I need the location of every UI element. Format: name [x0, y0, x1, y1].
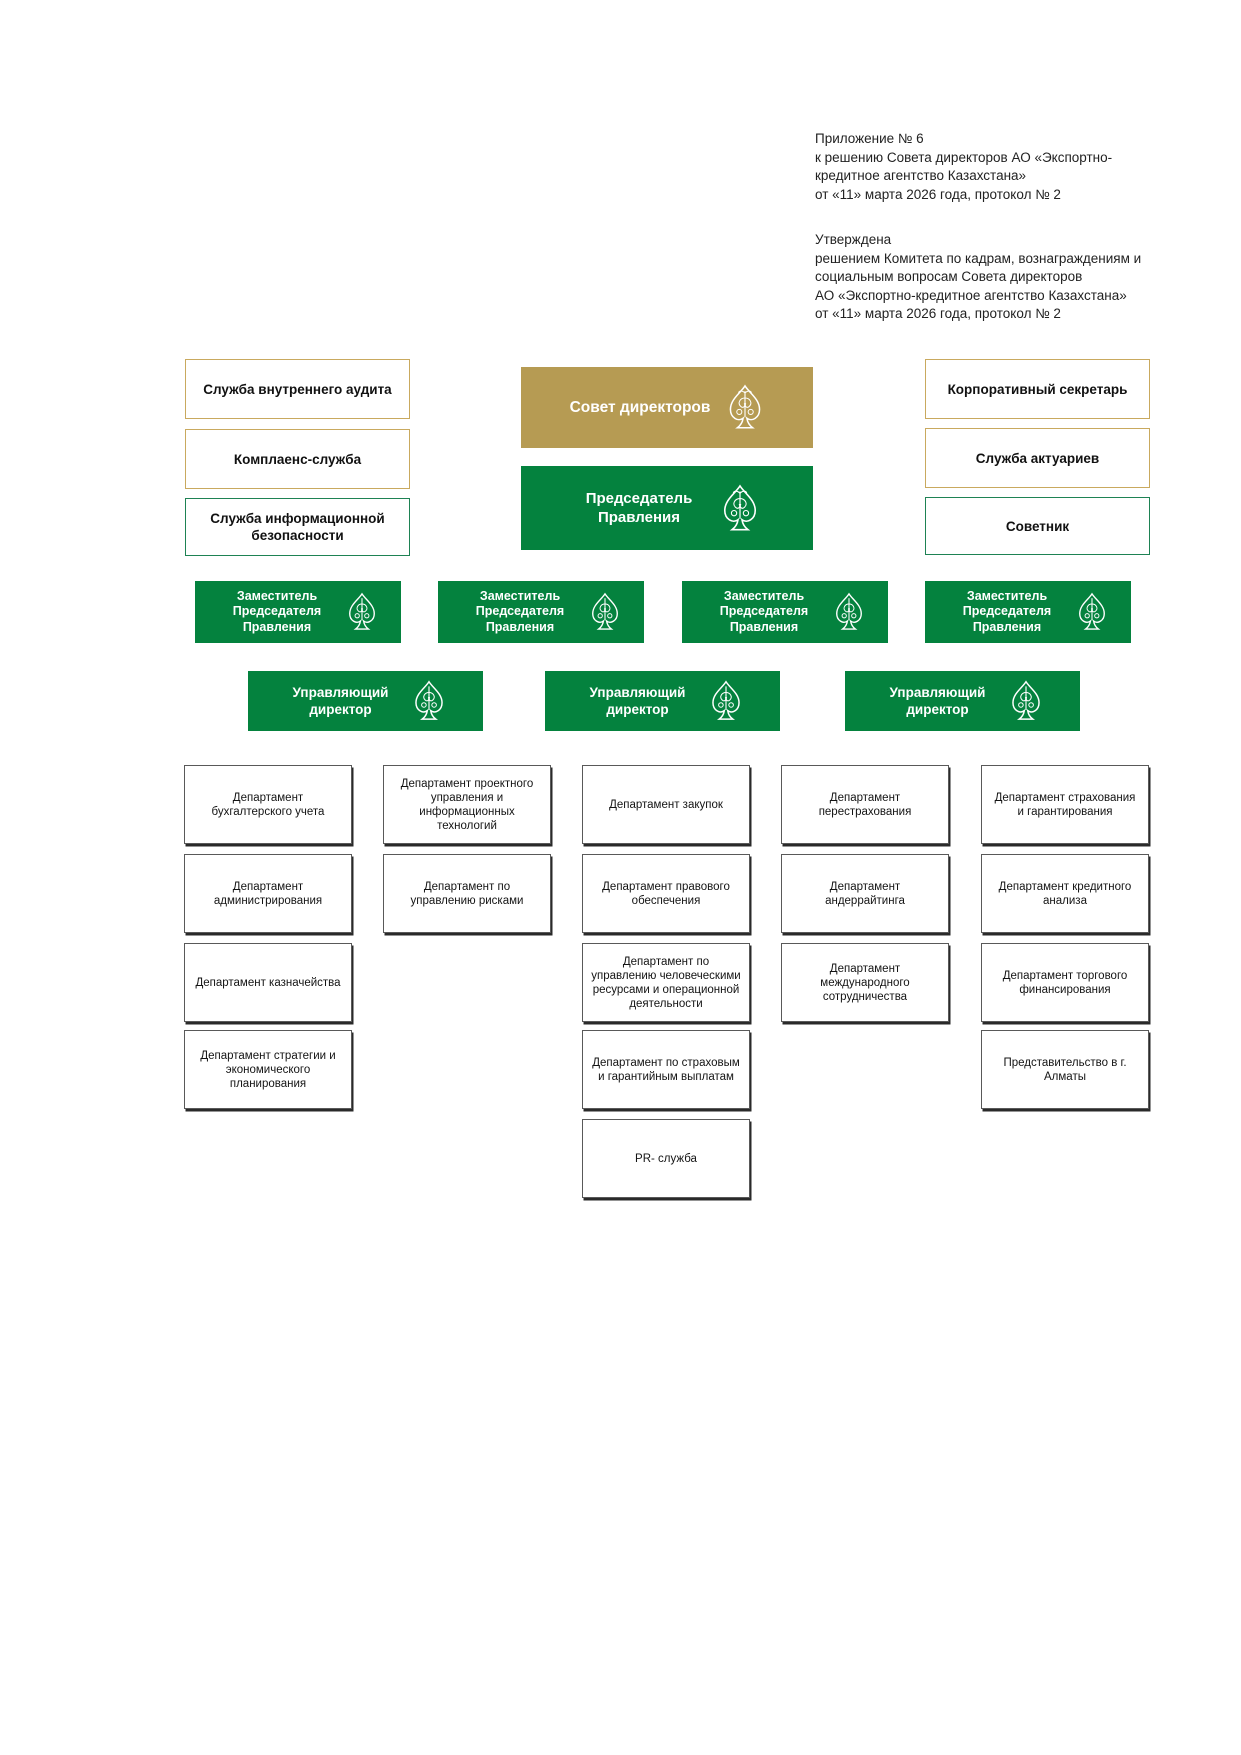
kazakh-ornament-icon: [589, 592, 621, 632]
department-box: [582, 1119, 750, 1198]
box-label: Заместитель Председателя Правления: [719, 588, 809, 634]
department-label: Департамент казначейства: [195, 976, 341, 989]
corporate-secretary-box: [925, 359, 1150, 419]
document-header: [815, 130, 1141, 324]
kazakh-ornament-icon: [833, 592, 865, 632]
department-label: Департамент перестрахования: [818, 791, 912, 818]
department-box: [582, 854, 750, 933]
approval-line: от «11» марта 2026 года, протокол № 2: [815, 306, 1061, 321]
department-label: Департамент по управлению рисками: [410, 880, 524, 907]
actuary-service-box: [925, 428, 1150, 488]
box-label: Служба информационной безопасности: [210, 511, 385, 543]
department-label: Департамент по страховым и гарантийным выплатам: [592, 1056, 740, 1083]
deputy-chairman-box-2: [438, 581, 644, 643]
advisor-box: [925, 497, 1150, 555]
kazakh-ornament-icon: [412, 680, 446, 722]
department-box: [582, 1030, 750, 1109]
department-label: Департамент международного сотрудничества: [820, 962, 910, 1003]
department-label: Департамент администрирования: [213, 880, 323, 907]
board-of-directors-box: [521, 367, 813, 448]
approval-line: социальным вопросам Совета директоров: [815, 269, 1083, 284]
department-box: [582, 943, 750, 1022]
annex-line: кредитное агентство Казахстана»: [815, 168, 1027, 183]
box-label: Корпоративный секретарь: [947, 381, 1128, 397]
box-label: Управляющий директор: [292, 685, 389, 717]
kazakh-ornament-icon: [720, 484, 760, 533]
managing-director-box-2: [545, 671, 780, 731]
chairman-of-the-board-box: [521, 466, 813, 550]
department-label: Департамент страхования и гарантирования: [994, 791, 1136, 818]
kazakh-ornament-icon: [709, 680, 743, 722]
box-label: Советник: [1005, 518, 1070, 534]
box-label: Комплаенс-служба: [233, 451, 362, 467]
kazakh-ornament-icon: [1009, 680, 1043, 722]
annex-line: от «11» марта 2026 года, протокол № 2: [815, 186, 1061, 202]
department-label: Департамент кредитного анализа: [998, 880, 1132, 907]
department-box: [184, 765, 352, 844]
approval-line: решением Комитета по кадрам, вознаграждениям и: [815, 250, 1142, 266]
annex-line: Приложение № 6: [815, 131, 924, 146]
department-label: PR- служба: [635, 1152, 697, 1165]
department-box: [383, 854, 551, 933]
box-label: Совет директоров: [569, 398, 711, 416]
information-security-service-box: [185, 498, 410, 556]
box-label: Заместитель Председателя Правления: [232, 588, 322, 634]
department-box: [981, 854, 1149, 933]
box-label: Служба актуариев: [975, 450, 1100, 466]
internal-audit-service-box: [185, 359, 410, 419]
department-box: [184, 854, 352, 933]
department-label: Департамент андеррайтинга: [825, 880, 905, 907]
annex-line: к решению Совета директоров АО «Экспортно-: [815, 149, 1113, 165]
department-label: Департамент торгового финансирования: [1002, 969, 1128, 996]
deputy-chairman-box-4: [925, 581, 1131, 643]
department-label: Департамент правового обеспечения: [602, 880, 730, 907]
box-label: Заместитель Председателя Правления: [962, 588, 1052, 634]
department-label: Представительство в г. Алматы: [1003, 1056, 1127, 1083]
box-label: Председатель Правления: [585, 490, 693, 526]
department-box: [582, 765, 750, 844]
box-label: Управляющий директор: [589, 685, 686, 717]
approval-line: Утверждена: [815, 232, 892, 247]
managing-director-box-1: [248, 671, 483, 731]
department-box: [184, 1030, 352, 1109]
box-label: Заместитель Председателя Правления: [475, 588, 565, 634]
department-label: Департамент закупок: [609, 798, 723, 811]
deputy-chairman-box-3: [682, 581, 888, 643]
kazakh-ornament-icon: [1076, 592, 1108, 632]
approval-line: АО «Экспортно-кредитное агентство Казахстана»: [815, 287, 1127, 303]
department-box: [981, 765, 1149, 844]
department-box: [781, 854, 949, 933]
department-label: Департамент проектного управления и информационных технологий: [400, 777, 534, 832]
department-label: Департамент стратегии и экономического планирования: [200, 1049, 336, 1090]
department-box: [781, 765, 949, 844]
kazakh-ornament-icon: [346, 592, 378, 632]
annex-note: [815, 130, 1141, 204]
department-label: Департамент по управлению человеческими ресурсами и операционной деятельности: [591, 955, 741, 1010]
department-box: [781, 943, 949, 1022]
department-box: [981, 1030, 1149, 1109]
department-box: [981, 943, 1149, 1022]
approval-note: [815, 231, 1141, 324]
box-label: Управляющий директор: [889, 685, 986, 717]
kazakh-ornament-icon: [726, 384, 764, 431]
compliance-service-box: [185, 429, 410, 489]
department-label: Департамент бухгалтерского учета: [211, 791, 325, 818]
box-label: Служба внутреннего аудита: [203, 381, 392, 397]
department-box: [184, 943, 352, 1022]
managing-director-box-3: [845, 671, 1080, 731]
department-box: [383, 765, 551, 844]
deputy-chairman-box-1: [195, 581, 401, 643]
